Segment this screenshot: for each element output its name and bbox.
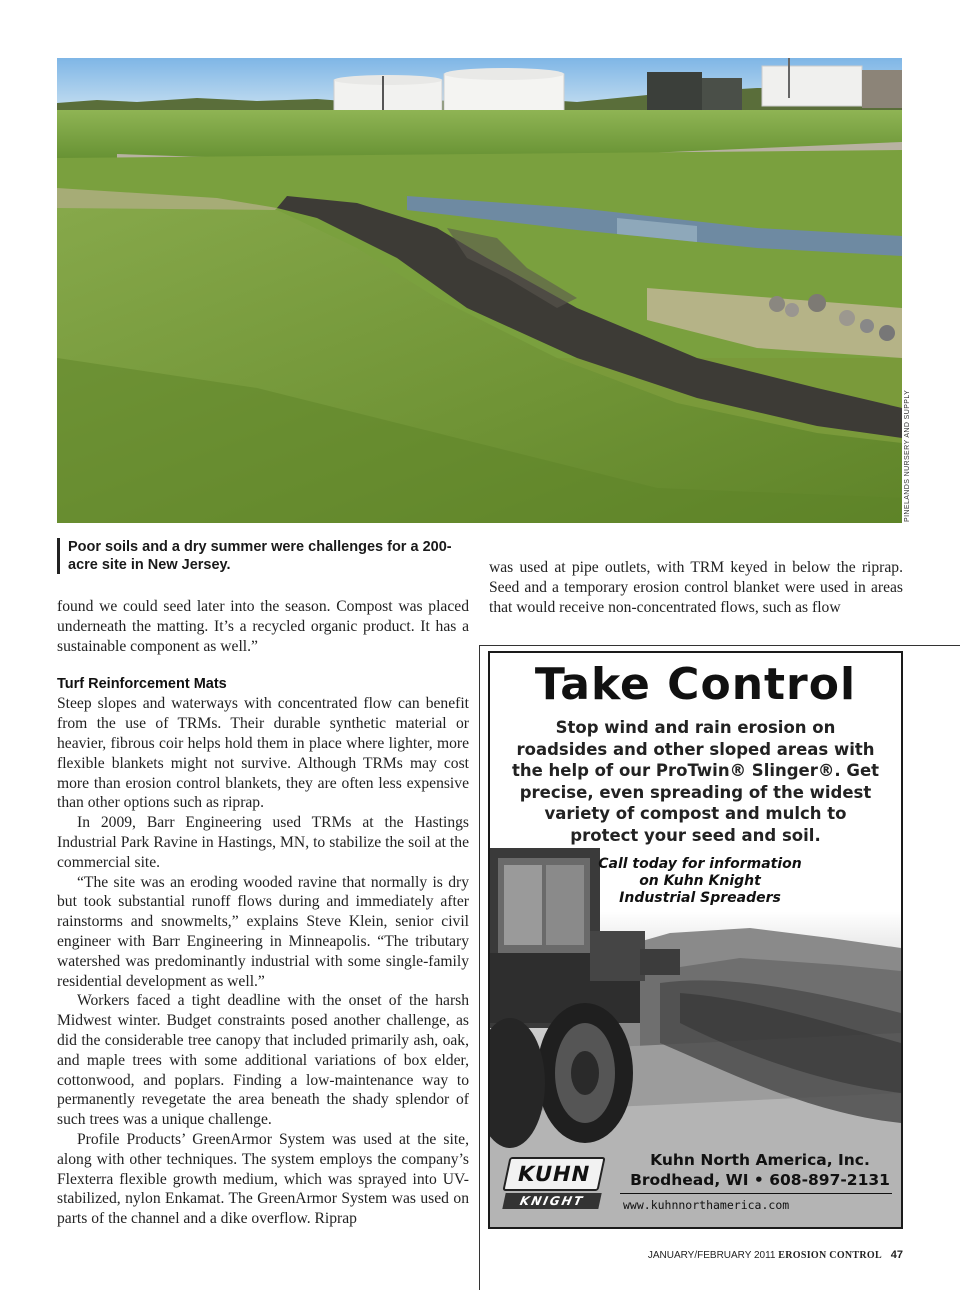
logo-kuhn: KUHN: [502, 1157, 605, 1191]
kuhn-advertisement: [488, 651, 903, 1229]
ad-call-line: Call today for information: [598, 856, 802, 872]
ad-company-block: [620, 1150, 900, 1190]
paragraph: Steep slopes and waterways with concentrated flow can benefit from the use of TRMs. Their durable synthetic material or heavier, fibrous coir helps hold them in place where lighter, more flexible blankets might not survive. Although TRMs may cost more than erosion control blankets, they are often less expensive than other options such as riprap.: [57, 695, 469, 812]
paragraph: Profile Products’ GreenArmor System was used at the site, along with other techniques. The system employs the company’s Flexterra flexible growth medium, which was sprayed into UV-stabilized, nylon Enkamat. The GreenArmor System was used on parts of the channel and a dike overflow. Riprap: [57, 1130, 469, 1228]
page-number: 47: [890, 1249, 903, 1261]
paragraph: found we could seed later into the season. Compost was placed underneath the matting. It’s a recycled organic product. It has a sustainable component as well.”: [57, 598, 469, 655]
issue-date: JANUARY/FEBRUARY 2011: [647, 1250, 776, 1261]
company-name: Kuhn North America, Inc.: [650, 1151, 870, 1169]
site-photo: [57, 58, 902, 523]
subheading: Turf Reinforcement Mats: [57, 676, 227, 693]
ad-call-to-action: [585, 856, 815, 906]
paragraph: was used at pipe outlets, with TRM keyed in below the riprap. Seed and a temporary erosion control blanket were used in areas that would receive non-concentrated flows, such as flow: [489, 559, 903, 616]
photo-credit: PINELANDS NURSERY AND SUPPLY: [904, 389, 911, 522]
paragraph: “The site was an eroding wooded ravine that normally is dry but took substantial runoff flows during and immediately after rainstorms and snowmelts,” explains Steve Klein, senior civil engineer with Barr Engineering in Minneapolis. “The tributary watershed was predominantly industrial with some single-family residential development as well.”: [57, 873, 469, 990]
right-column: [489, 558, 903, 617]
magazine-name: EROSION CONTROL: [778, 1250, 882, 1261]
ad-headline: Take Control: [534, 659, 857, 710]
url-rule: [620, 1193, 892, 1194]
ad-divider: [479, 645, 960, 646]
kuhn-knight-logo: [502, 1157, 604, 1215]
ad-call-line: Industrial Spreaders: [619, 889, 781, 906]
page-footer: [648, 1249, 903, 1261]
logo-knight: KNIGHT: [502, 1193, 601, 1209]
paragraph: In 2009, Barr Engineering used TRMs at the Hastings Industrial Park Ravine in Hastings, MN, to stabilize the soil at the commercial site.: [57, 814, 469, 871]
ad-call-line: on Kuhn Knight: [639, 872, 761, 889]
paragraph: Workers faced a tight deadline with the onset of the harsh Midwest winter. Budget constraints posed another challenge, as did the considerable tree canopy that included primarily ash, oak, and maple trees with some additional variations of box elder, cottonwood, and poplars. Finding a low-maintenance way to permanently revegetate the area beneath the shady splendor of such trees was a unique challenge.: [57, 992, 469, 1129]
left-column: [57, 597, 469, 1229]
site-photo-illustration: [57, 58, 902, 523]
company-address: Brodhead, WI • 608-897-2131: [630, 1171, 890, 1189]
column-divider: [479, 645, 480, 1290]
photo-caption: Poor soils and a dry summer were challenges for a 200-acre site in New Jersey.: [57, 538, 478, 574]
ad-body-text: Stop wind and rain erosion on roadsides and other sloped areas with the help of our ProTwin® Slinger®. Get precise, even spreading of the widest variety of compost and mulch to protect your seed and soil.: [511, 718, 880, 845]
company-url: www.kuhnnorthamerica.com: [623, 1198, 790, 1212]
